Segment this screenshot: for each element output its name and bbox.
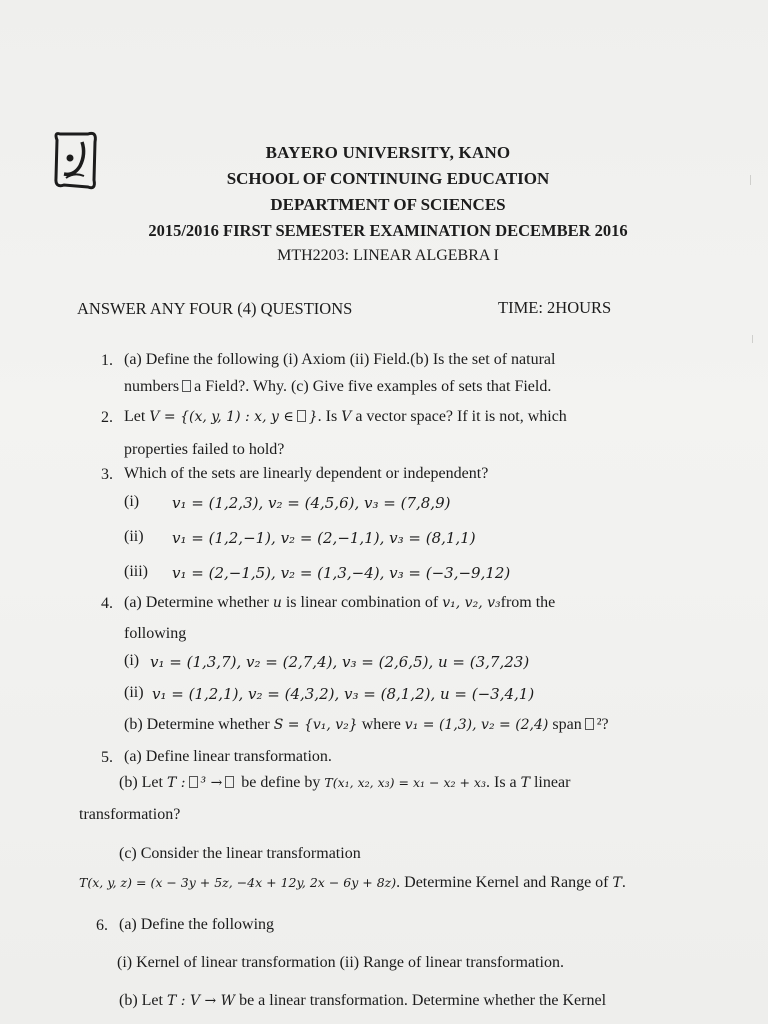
q2-set-end: } [308, 409, 318, 425]
q2-lead: Let [124, 408, 146, 425]
natural-numbers-symbol-icon [182, 380, 191, 392]
real-numbers-symbol-icon [297, 410, 306, 422]
question-6-part-a: (a) Define the following [119, 916, 275, 933]
question-1-number: 1. [101, 352, 113, 369]
course-title: MTH2203: LINEAR ALGEBRA I [277, 247, 499, 264]
paper-mark [750, 175, 751, 185]
question-3-item-ii: v₁ = (1,2,−1), v₂ = (2,−1,1), v₃ = (8,1,1) [172, 529, 476, 547]
question-3-item-iii: v₁ = (2,−1,5), v₂ = (1,3,−4), v₃ = (−3,−9,12) [172, 564, 511, 582]
question-4-number: 4. [101, 595, 113, 612]
q5-b-T: T [520, 775, 530, 791]
question-1-line-2 [124, 378, 551, 396]
q2-rest: . Is [317, 408, 338, 425]
real-numbers-symbol-icon [585, 718, 594, 730]
question-5-part-b-line-2: transformation? [79, 806, 181, 823]
q2-set: V = {(x, y, 1) : x, y ∈ [149, 409, 294, 425]
q6-b-map: T : V → W [166, 993, 236, 1009]
real-numbers-symbol-icon [225, 776, 234, 788]
q5-c-T: T [612, 875, 622, 891]
school-name: SCHOOL OF CONTINUING EDUCATION [226, 169, 550, 188]
q4-b-set: S = {v₁, v₂} [273, 717, 358, 733]
university-name: BAYERO UNIVERSITY, KANO [265, 143, 511, 162]
q5-b-linear: linear [533, 774, 571, 791]
question-3-item-ii-label: (ii) [124, 528, 144, 545]
q4-vs: v₁, v₂, v₃ [442, 595, 501, 611]
q6-b-text: be a linear transformation. Determine whether the Kernel [239, 992, 607, 1009]
department-name: DEPARTMENT OF SCIENCES [270, 195, 506, 214]
q5-c-text: . Determine Kernel and Range of [396, 874, 609, 891]
q2-rest2: a vector space? If it is not, which [351, 408, 567, 425]
q5-c-end: . [621, 874, 626, 891]
question-3-item-i-label: (i) [124, 493, 140, 510]
q4-u: u [272, 595, 282, 611]
q4-b-lead: (b) Determine whether [124, 716, 270, 733]
q5-b-is: . Is a [485, 774, 517, 791]
question-4-item-i-label: (i) [124, 652, 140, 669]
instructions: ANSWER ANY FOUR (4) QUESTIONS [77, 299, 353, 318]
q4-b-text: is linear combination of [285, 594, 439, 611]
real-numbers-symbol-icon [189, 776, 198, 788]
question-3-item-i: v₁ = (1,2,3), v₂ = (4,5,6), v₃ = (7,8,9) [172, 494, 451, 512]
question-4-item-i: v₁ = (1,3,7), v₂ = (2,7,4), v₃ = (2,6,5), u = (3,7,23) [150, 653, 530, 671]
q4-b-span: span [552, 716, 582, 733]
q5-c-definition: T(x, y, z) = (x − 3y + 5z, −4x + 12y, 2x − 6y + 8z) [79, 875, 397, 890]
q5-b-map2: ³ → [200, 775, 223, 791]
q5-b-map: T : [166, 775, 186, 791]
q4-b-where: where [361, 716, 401, 733]
q5-b-define: be define by [241, 774, 321, 791]
q4-c-text: from the [500, 594, 556, 611]
question-4-line-1 [124, 594, 555, 612]
question-4-item-ii: v₁ = (1,2,1), v₂ = (4,3,2), v₃ = (8,1,2), u = (−3,4,1) [152, 685, 535, 703]
question-2-number: 2. [101, 409, 113, 426]
question-4-item-ii-label: (ii) [124, 684, 144, 701]
q4-b-end: ²? [596, 716, 609, 733]
question-5-part-c-line-2 [79, 874, 626, 892]
question-5-part-a: (a) Define linear transformation. [124, 748, 332, 765]
question-5-part-b [119, 774, 570, 792]
question-1-line-1: (a) Define the following (i) Axiom (ii) Field.(b) Is the set of natural [124, 351, 556, 368]
q5-b-definition: T(x₁, x₂, x₃) = x₁ − x₂ + x₃ [324, 775, 486, 790]
q2-v: V [341, 409, 352, 425]
question-6-part-a-items: (i) Kernel of linear transformation (ii) Range of linear transformation. [117, 954, 564, 971]
exam-title: 2015/2016 FIRST SEMESTER EXAMINATION DECEMBER 2016 [148, 221, 628, 240]
question-3-item-iii-label: (iii) [124, 563, 148, 580]
question-4-line-2: following [124, 625, 187, 642]
q1-numbers-text: numbers [124, 378, 180, 395]
q4-a-text: (a) Determine whether [124, 594, 269, 611]
question-6-part-b [119, 992, 606, 1010]
question-2-line-2: properties failed to hold? [124, 441, 285, 458]
q4-b-vectors: v₁ = (1,3), v₂ = (2,4) [404, 717, 549, 733]
q6-b-lead: (b) Let [119, 992, 163, 1009]
time-allowed: TIME: 2HOURS [498, 298, 612, 317]
question-5-part-c: (c) Consider the linear transformation [119, 845, 361, 862]
question-5-number: 5. [101, 749, 113, 766]
question-2-line-1 [124, 408, 567, 426]
question-3-line-1: Which of the sets are linearly dependent or independent? [124, 465, 489, 482]
question-3-number: 3. [101, 466, 113, 483]
question-6-number: 6. [96, 917, 108, 934]
question-4-part-b [124, 716, 609, 734]
paper-mark [752, 335, 753, 343]
q5-b-lead: (b) Let [119, 774, 163, 791]
q1-rest-text: a Field?. Why. (c) Give five examples of sets that Field. [194, 378, 552, 395]
